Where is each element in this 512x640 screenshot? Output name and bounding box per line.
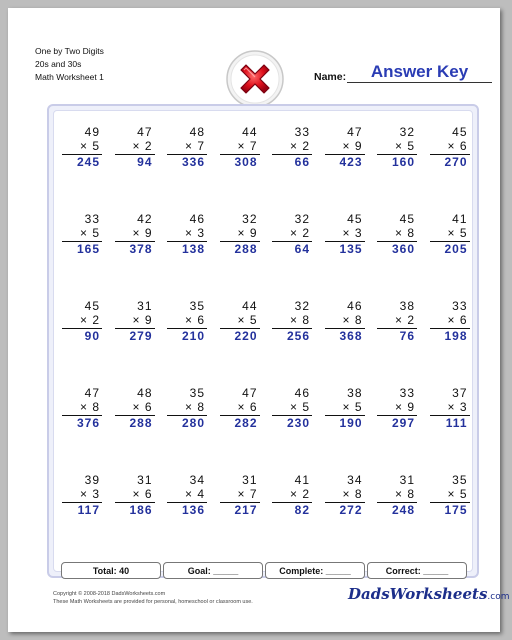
multiplicand: 42 <box>137 212 153 226</box>
multiplier: × 8 <box>394 226 415 240</box>
answer: 135 <box>339 242 363 256</box>
problem-3-8 <box>430 299 470 344</box>
answer: 76 <box>399 329 415 343</box>
problem-5-1 <box>62 473 102 518</box>
answer: 230 <box>286 416 310 430</box>
score-bar <box>61 562 467 579</box>
multiplier: × 8 <box>184 400 205 414</box>
problem-5-3 <box>167 473 207 518</box>
answer: 205 <box>444 242 468 256</box>
answer: 138 <box>181 242 205 256</box>
multiplicand: 31 <box>137 473 153 487</box>
multiplicand: 37 <box>452 386 468 400</box>
goal-box: Goal: _____ <box>163 562 263 579</box>
answer: 279 <box>129 329 153 343</box>
multiplicand: 32 <box>294 299 310 313</box>
answer: 186 <box>129 503 153 517</box>
answer: 165 <box>76 242 100 256</box>
multiplicand: 35 <box>189 299 205 313</box>
multiplicand: 35 <box>189 386 205 400</box>
multiplier: × 5 <box>237 313 258 327</box>
multiplicand: 38 <box>399 299 415 313</box>
usage-line: These Math Worksheets are provided for personal, homeschool or classroom use. <box>53 599 253 605</box>
multiplier: × 8 <box>79 400 100 414</box>
multiplier: × 3 <box>184 226 205 240</box>
multiplier: × 5 <box>447 226 468 240</box>
problem-2-5 <box>272 212 312 257</box>
multiplicand: 33 <box>294 125 310 139</box>
problem-1-8 <box>430 125 470 170</box>
multiplier: × 6 <box>132 487 153 501</box>
multiplicand: 31 <box>137 299 153 313</box>
multiplier: × 6 <box>132 400 153 414</box>
multiplicand: 46 <box>189 212 205 226</box>
problem-2-3 <box>167 212 207 257</box>
problem-4-4 <box>220 386 260 431</box>
multiplicand: 34 <box>347 473 363 487</box>
problem-5-5 <box>272 473 312 518</box>
multiplicand: 32 <box>242 212 258 226</box>
copyright-line: Copyright © 2008-2018 DadsWorksheets.com <box>53 591 166 597</box>
problem-1-3 <box>167 125 207 170</box>
problem-3-5 <box>272 299 312 344</box>
multiplier: × 8 <box>342 313 363 327</box>
answer: 82 <box>294 503 310 517</box>
problem-2-1 <box>62 212 102 257</box>
multiplier: × 2 <box>289 139 310 153</box>
multiplier: × 8 <box>394 487 415 501</box>
problem-5-6 <box>325 473 365 518</box>
problems-grid <box>53 110 473 572</box>
answer: 210 <box>181 329 205 343</box>
multiplicand: 39 <box>84 473 100 487</box>
multiplicand: 38 <box>347 386 363 400</box>
answer: 368 <box>339 329 363 343</box>
answer: 175 <box>444 503 468 517</box>
problem-5-7 <box>377 473 417 518</box>
multiplier: × 5 <box>79 139 100 153</box>
multiplicand: 34 <box>189 473 205 487</box>
logo-tld: .com <box>487 592 510 602</box>
problems-frame <box>47 104 479 578</box>
multiplicand: 45 <box>452 125 468 139</box>
problem-4-6 <box>325 386 365 431</box>
multiplicand: 44 <box>242 125 258 139</box>
multiplicand: 31 <box>399 473 415 487</box>
problem-2-7 <box>377 212 417 257</box>
answer: 245 <box>76 155 100 169</box>
multiplier: × 2 <box>79 313 100 327</box>
multiplier: × 7 <box>184 139 205 153</box>
multiplier: × 6 <box>237 400 258 414</box>
multiplicand: 41 <box>294 473 310 487</box>
multiplier: × 9 <box>132 226 153 240</box>
answer: 288 <box>234 242 258 256</box>
multiplicand: 48 <box>137 386 153 400</box>
multiplicand: 33 <box>84 212 100 226</box>
answer: 288 <box>129 416 153 430</box>
problem-1-5 <box>272 125 312 170</box>
problem-4-3 <box>167 386 207 431</box>
problem-4-7 <box>377 386 417 431</box>
answer: 90 <box>84 329 100 343</box>
problem-1-1 <box>62 125 102 170</box>
multiplicand: 47 <box>137 125 153 139</box>
complete-box: Complete: _____ <box>265 562 365 579</box>
answer: 220 <box>234 329 258 343</box>
answer: 190 <box>339 416 363 430</box>
problem-3-6 <box>325 299 365 344</box>
problem-5-4 <box>220 473 260 518</box>
multiplier: × 5 <box>447 487 468 501</box>
answer: 378 <box>129 242 153 256</box>
worksheet-header-info <box>35 45 104 84</box>
name-field <box>314 62 492 84</box>
multiplicand: 47 <box>84 386 100 400</box>
multiplier: × 5 <box>79 226 100 240</box>
problem-2-4 <box>220 212 260 257</box>
multiplier: × 5 <box>342 400 363 414</box>
problem-3-3 <box>167 299 207 344</box>
multiplicand: 45 <box>84 299 100 313</box>
problem-2-6 <box>325 212 365 257</box>
worksheet-title: Math Worksheet 1 <box>35 72 104 82</box>
answer: 282 <box>234 416 258 430</box>
multiplier: × 4 <box>184 487 205 501</box>
answer: 256 <box>286 329 310 343</box>
answer: 136 <box>181 503 205 517</box>
answer: 272 <box>339 503 363 517</box>
multiplicand: 35 <box>452 473 468 487</box>
answer: 376 <box>76 416 100 430</box>
answer-key-label: Answer Key <box>370 62 469 81</box>
multiplier: × 9 <box>342 139 363 153</box>
multiplicand: 31 <box>242 473 258 487</box>
answer: 111 <box>445 416 468 430</box>
problem-2-2 <box>115 212 155 257</box>
answer: 160 <box>391 155 415 169</box>
problem-1-2 <box>115 125 155 170</box>
answer: 336 <box>181 155 205 169</box>
multiplier: × 6 <box>447 313 468 327</box>
red-x-icon <box>225 49 285 109</box>
multiplier: × 3 <box>447 400 468 414</box>
multiplicand: 33 <box>452 299 468 313</box>
answer: 297 <box>391 416 415 430</box>
multiplicand: 49 <box>84 125 100 139</box>
problem-4-8 <box>430 386 470 431</box>
site-logo[interactable] <box>348 585 510 609</box>
multiplicand: 32 <box>399 125 415 139</box>
problem-4-2 <box>115 386 155 431</box>
total-box: Total: 40 <box>61 562 161 579</box>
answer: 217 <box>234 503 258 517</box>
problem-1-7 <box>377 125 417 170</box>
answer: 270 <box>444 155 468 169</box>
multiplier: × 6 <box>184 313 205 327</box>
multiplicand: 33 <box>399 386 415 400</box>
multiplicand: 45 <box>347 212 363 226</box>
multiplier: × 2 <box>289 487 310 501</box>
copyright-notice <box>53 590 253 606</box>
problem-3-2 <box>115 299 155 344</box>
multiplier: × 7 <box>237 139 258 153</box>
multiplicand: 44 <box>242 299 258 313</box>
problem-2-8 <box>430 212 470 257</box>
multiplier: × 9 <box>237 226 258 240</box>
multiplier: × 9 <box>394 400 415 414</box>
multiplier: × 8 <box>342 487 363 501</box>
problem-5-2 <box>115 473 155 518</box>
answer: 66 <box>294 155 310 169</box>
answer: 280 <box>181 416 205 430</box>
answer: 308 <box>234 155 258 169</box>
multiplier: × 2 <box>289 226 310 240</box>
answer: 64 <box>294 242 310 256</box>
worksheet-page <box>8 8 510 632</box>
problem-1-4 <box>220 125 260 170</box>
answer: 117 <box>77 503 100 517</box>
multiplicand: 48 <box>189 125 205 139</box>
answer: 198 <box>444 329 468 343</box>
multiplier: × 8 <box>289 313 310 327</box>
problem-1-6 <box>325 125 365 170</box>
answer: 423 <box>339 155 363 169</box>
multiplier: × 2 <box>394 313 415 327</box>
correct-box: Correct: _____ <box>367 562 467 579</box>
problem-4-5 <box>272 386 312 431</box>
problem-3-4 <box>220 299 260 344</box>
multiplier: × 3 <box>79 487 100 501</box>
worksheet-subtitle-digits: One by Two Digits <box>35 46 104 56</box>
logo-text: DadsWorksheets <box>348 585 488 603</box>
multiplier: × 3 <box>342 226 363 240</box>
multiplicand: 41 <box>452 212 468 226</box>
multiplier: × 7 <box>237 487 258 501</box>
problem-3-7 <box>377 299 417 344</box>
problem-4-1 <box>62 386 102 431</box>
multiplicand: 32 <box>294 212 310 226</box>
multiplicand: 47 <box>242 386 258 400</box>
multiplier: × 2 <box>132 139 153 153</box>
multiplicand: 46 <box>347 299 363 313</box>
answer: 248 <box>391 503 415 517</box>
multiplier: × 5 <box>394 139 415 153</box>
answer: 360 <box>391 242 415 256</box>
multiplicand: 45 <box>399 212 415 226</box>
name-label: Name: <box>314 71 347 83</box>
multiplier: × 6 <box>447 139 468 153</box>
multiplicand: 46 <box>294 386 310 400</box>
problem-3-1 <box>62 299 102 344</box>
problem-5-8 <box>430 473 470 518</box>
multiplicand: 47 <box>347 125 363 139</box>
answer: 94 <box>137 155 153 169</box>
multiplier: × 9 <box>132 313 153 327</box>
name-underline <box>347 82 492 83</box>
multiplier: × 5 <box>289 400 310 414</box>
worksheet-subtitle-range: 20s and 30s <box>35 59 82 69</box>
